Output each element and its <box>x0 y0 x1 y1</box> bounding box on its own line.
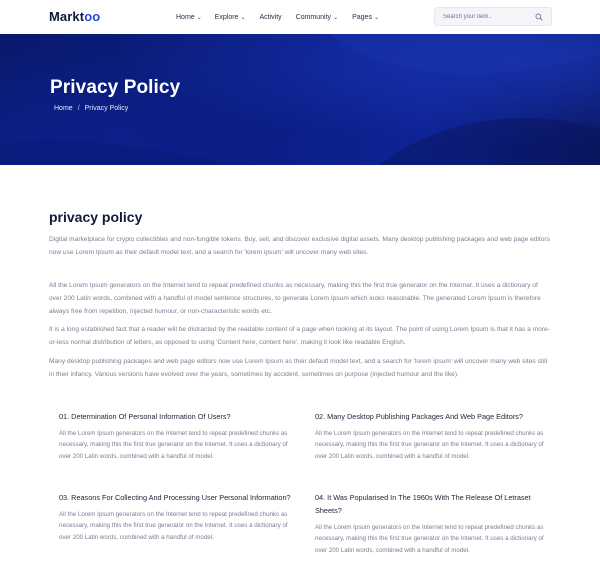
policy-card-body: All the Lorem Ipsum generators on the Internet tend to repeat predefined chunks as necessary, making this the first true generator on the Internet. It uses a dictionary of over 200 Latin words, combined with a handful of model. <box>59 430 288 460</box>
nav-home-label: Home <box>176 13 195 21</box>
hero-background-waves <box>0 34 600 165</box>
breadcrumb <box>54 105 128 112</box>
policy-card <box>59 410 295 462</box>
chevron-down-icon: ⌄ <box>240 14 246 21</box>
paragraph-2: All the Lorem Ipsum generators on the Internet tend to repeat predefined chunks as necessary, making this the first true generator on the Internet. It uses a dictionary of over 200 Latin words, combined with a handful of model sentence structures, to generate Lorem Ipsum which looks reasonable. The generated Lorem Ipsum is therefore always free from repetition, injected humour, or non-characteristic words etc. <box>49 282 541 315</box>
policy-card-title: 04. It Was Popularised In The 1960s With The Release Of Letraset Sheets? <box>315 493 531 515</box>
breadcrumb-current: Privacy Policy <box>84 105 129 112</box>
paragraph-4: Many desktop publishing packages and web page editors now use Lorem Ipsum as their default model text, and a search for 'lorem ipsum' will uncover many web sites still in their infancy. Various versions have evolved over the years, sometimes by accident, sometimes on purpose (injected humour and the like). <box>49 358 548 378</box>
brand-logo[interactable] <box>49 9 100 24</box>
policy-card-body: All the Lorem Ipsum generators on the Internet tend to repeat predefined chunks as necessary, making this the first true generator on the Internet. It uses a dictionary of over 200 Latin words, combined with a handful of model. <box>59 511 288 541</box>
nav-explore-label: Explore <box>214 13 239 21</box>
nav-item-activity[interactable] <box>259 14 281 21</box>
nav-item-explore[interactable] <box>215 14 246 21</box>
nav-item-home[interactable] <box>176 14 202 21</box>
policy-card-body: All the Lorem Ipsum generators on the Internet tend to repeat predefined chunks as necessary, making this the first true generator on the Internet. It uses a dictionary of over 200 Latin words, combined with a handful of model. <box>315 524 544 554</box>
brand-name-part1: Markt <box>49 9 85 24</box>
search-input[interactable] <box>443 11 533 23</box>
paragraph-3: It is a long established fact that a reader will be distracted by the readable content of a page when looking at its layout. The point of using Lorem Ipsum is that it has a more-or-less normal distribution of letters, as opposed to using 'Content here, content here', making it look like readable English. <box>49 326 550 346</box>
nav-community-label: Community <box>295 13 332 21</box>
policy-card-title: 02. Many Desktop Publishing Packages And Web Page Editors? <box>315 412 523 421</box>
breadcrumb-home-link[interactable]: Home <box>54 105 73 112</box>
page-hero <box>0 34 600 165</box>
chevron-down-icon: ⌄ <box>373 14 379 21</box>
intro-paragraph: Digital marketplace for crypto collectibles and non-fungible tokens. Buy, sell, and discover exclusive digital assets. Many desktop publishing packages and web page editors now use Lorem Ipsum as their default model text, and a search for 'lorem ipsum' will uncover many web sites. <box>49 236 550 256</box>
search-icon[interactable] <box>535 13 543 21</box>
nav-pages-label: Pages <box>352 13 372 21</box>
nav-item-pages[interactable] <box>352 14 379 21</box>
policy-card <box>59 491 295 543</box>
chevron-down-icon: ⌄ <box>196 14 202 21</box>
policy-card-body: All the Lorem Ipsum generators on the Internet tend to repeat predefined chunks as necessary, making this the first true generator on the Internet. It uses a dictionary of over 200 Latin words, combined with a handful of model. <box>315 430 544 460</box>
brand-name-part2: oo <box>84 9 101 24</box>
policy-card-title: 01. Determination Of Personal Information Of Users? <box>59 412 231 421</box>
policy-card <box>315 410 551 462</box>
breadcrumb-separator: / <box>77 105 80 112</box>
policy-card-title: 03. Reasons For Collecting And Processing User Personal Information? <box>59 493 291 502</box>
policy-card <box>315 491 551 556</box>
page-title: Privacy Policy <box>50 77 181 98</box>
chevron-down-icon: ⌄ <box>333 14 339 21</box>
nav-item-community[interactable] <box>296 14 338 21</box>
navbar <box>0 0 600 34</box>
nav-activity-label: Activity <box>259 13 282 21</box>
search-box <box>434 7 552 26</box>
main-nav <box>176 0 379 34</box>
section-heading: privacy policy <box>49 209 143 225</box>
